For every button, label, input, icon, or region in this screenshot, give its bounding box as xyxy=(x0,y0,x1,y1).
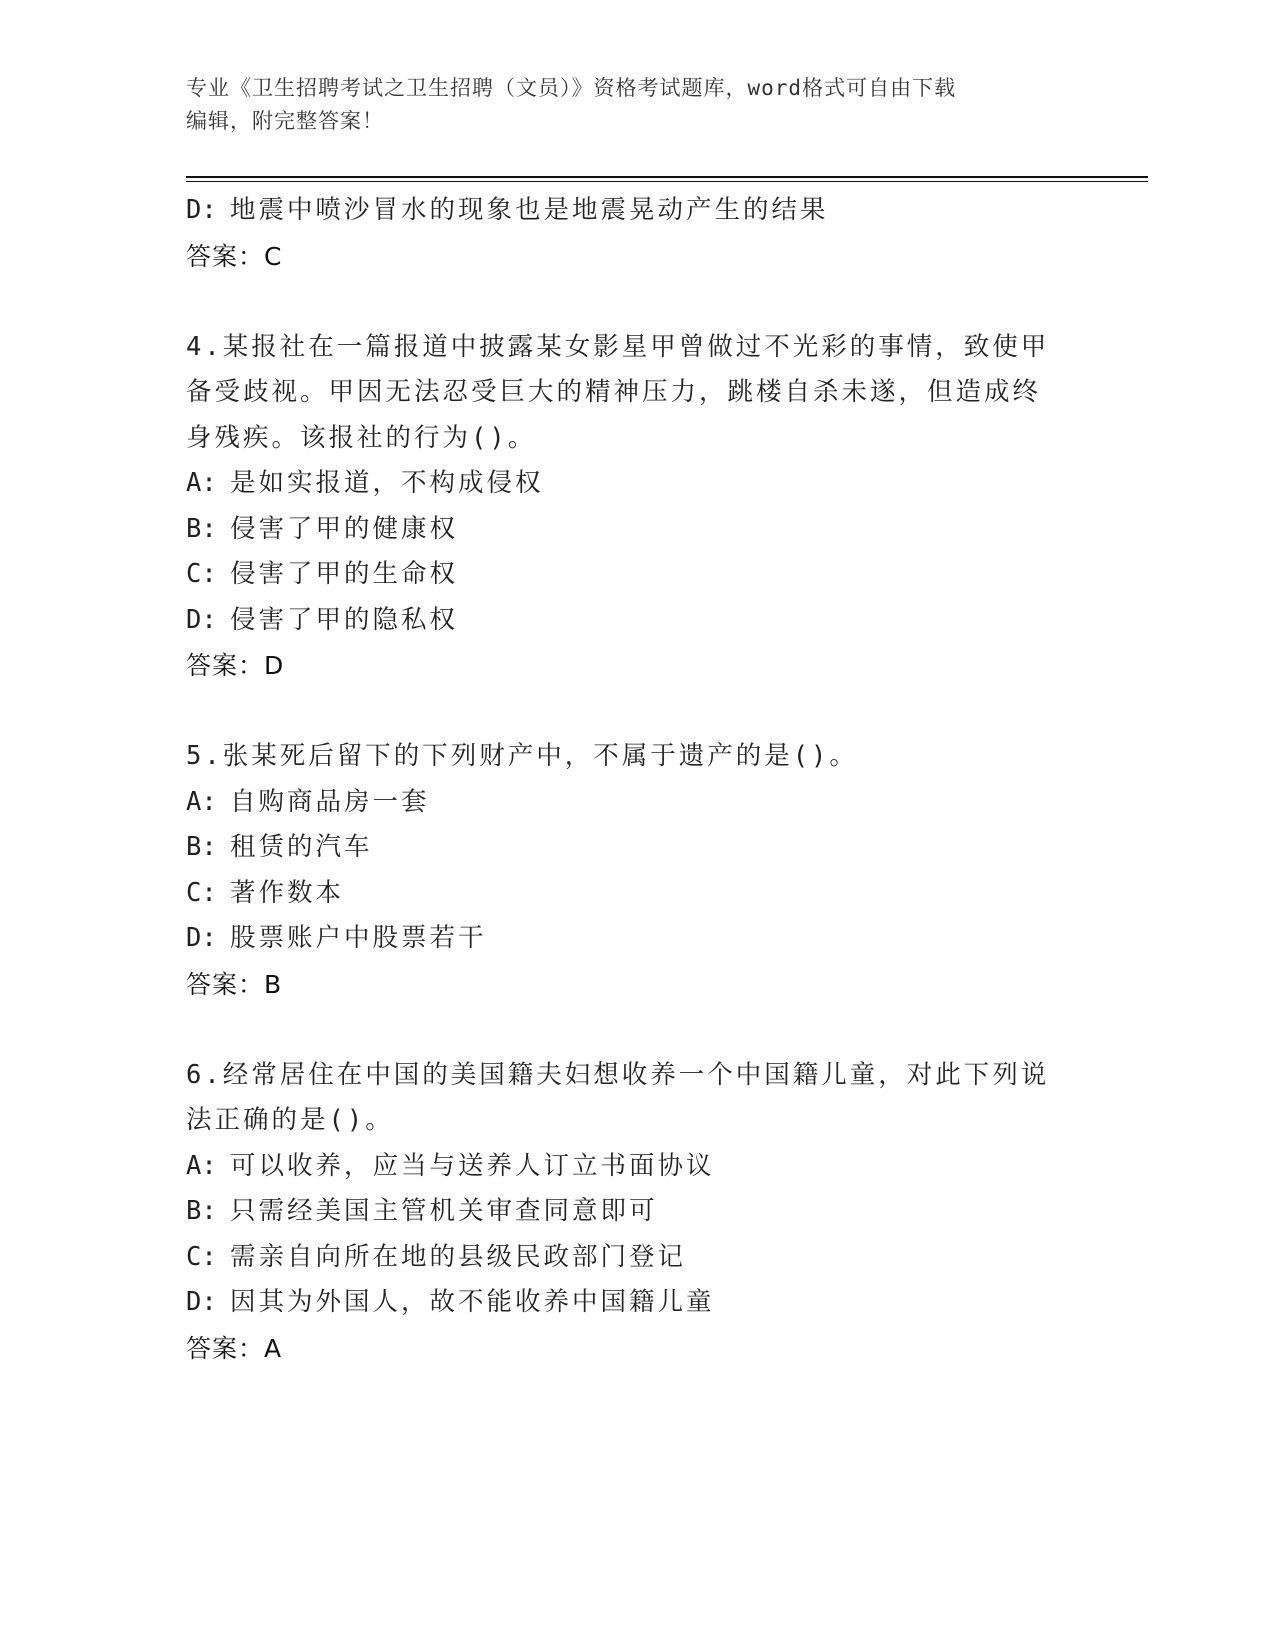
option-c xyxy=(186,871,1086,917)
option-text: 可以收养，应当与送养人订立书面协议 xyxy=(230,1150,715,1181)
option-text: 侵害了甲的隐私权 xyxy=(230,604,459,635)
option-text: 租赁的汽车 xyxy=(230,832,373,862)
question-stem: 6.经常居住在中国的美国籍夫妇想收养一个中国籍儿童，对此下列说 xyxy=(186,1059,1050,1090)
option-letter: B: xyxy=(186,832,217,862)
option-text: 股票账户中股票若干 xyxy=(230,923,487,953)
option-text: 侵害了甲的健康权 xyxy=(230,513,459,544)
option-c xyxy=(186,1235,1086,1281)
question-4 xyxy=(186,325,1086,689)
option-b xyxy=(186,1189,1086,1235)
option-c xyxy=(186,552,1086,598)
answer-line: 答案：A xyxy=(186,1333,283,1363)
spacer xyxy=(186,279,1086,325)
question-stem: 法正确的是()。 xyxy=(186,1105,394,1135)
option-text: 是如实报道，不构成侵权 xyxy=(230,468,544,498)
option-letter: A: xyxy=(186,468,217,498)
question-stem: 4.某报社在一篇报道中披露某女影星甲曾做过不光彩的事情，致使甲 xyxy=(186,331,1050,362)
document-header xyxy=(186,72,1066,138)
option-text: 地震中喷沙冒水的现象也是地震晃动产生的结果 xyxy=(230,195,829,225)
option-letter: C: xyxy=(186,877,217,908)
option-d xyxy=(186,1280,1086,1326)
option-d xyxy=(186,916,1086,962)
option-letter: C: xyxy=(186,559,217,589)
option-text: 只需经美国主管机关审查同意即可 xyxy=(230,1196,658,1226)
option-d xyxy=(186,598,1086,644)
header-divider-thick xyxy=(186,176,1148,178)
option-letter: B: xyxy=(186,1196,217,1226)
option-letter: D: xyxy=(186,1287,217,1317)
option-letter: D: xyxy=(186,604,217,635)
answer-line: 答案：C xyxy=(186,241,283,271)
option-b xyxy=(186,507,1086,553)
option-text: 因其为外国人，故不能收养中国籍儿童 xyxy=(230,1287,715,1317)
option-letter: B: xyxy=(186,513,217,544)
option-text: 著作数本 xyxy=(230,877,345,908)
option-a xyxy=(186,780,1086,826)
header-line-1: 专业《卫生招聘考试之卫生招聘（文员）》资格考试题库，word格式可自由下载 xyxy=(186,76,957,100)
option-letter: D: xyxy=(186,195,217,225)
option-letter: D: xyxy=(186,923,217,953)
spacer xyxy=(186,689,1086,735)
option-text: 侵害了甲的生命权 xyxy=(230,559,459,589)
option-a xyxy=(186,1144,1086,1190)
header-divider-thin xyxy=(186,181,1148,182)
spacer xyxy=(186,1007,1086,1053)
question-list xyxy=(186,188,1086,1371)
question-3-tail xyxy=(186,188,1086,279)
question-stem: 5.张某死后留下的下列财产中，不属于遗产的是()。 xyxy=(186,741,858,771)
option-text: 自购商品房一套 xyxy=(230,786,430,817)
header-line-2: 编辑，附完整答案！ xyxy=(186,109,384,133)
question-stem: 身残疾。该报社的行为()。 xyxy=(186,422,537,453)
option-a xyxy=(186,461,1086,507)
answer-line: 答案：D xyxy=(186,651,285,680)
answer-line: 答案：B xyxy=(186,969,283,999)
option-d xyxy=(186,188,1086,234)
option-letter: A: xyxy=(186,1150,217,1181)
option-b xyxy=(186,825,1086,871)
option-text: 需亲自向所在地的县级民政部门登记 xyxy=(230,1241,687,1272)
question-5 xyxy=(186,734,1086,1007)
option-letter: A: xyxy=(186,786,217,817)
question-6 xyxy=(186,1053,1086,1372)
option-letter: C: xyxy=(186,1241,217,1272)
question-stem: 备受歧视。甲因无法忍受巨大的精神压力，跳楼自杀未遂，但造成终 xyxy=(186,377,1042,407)
